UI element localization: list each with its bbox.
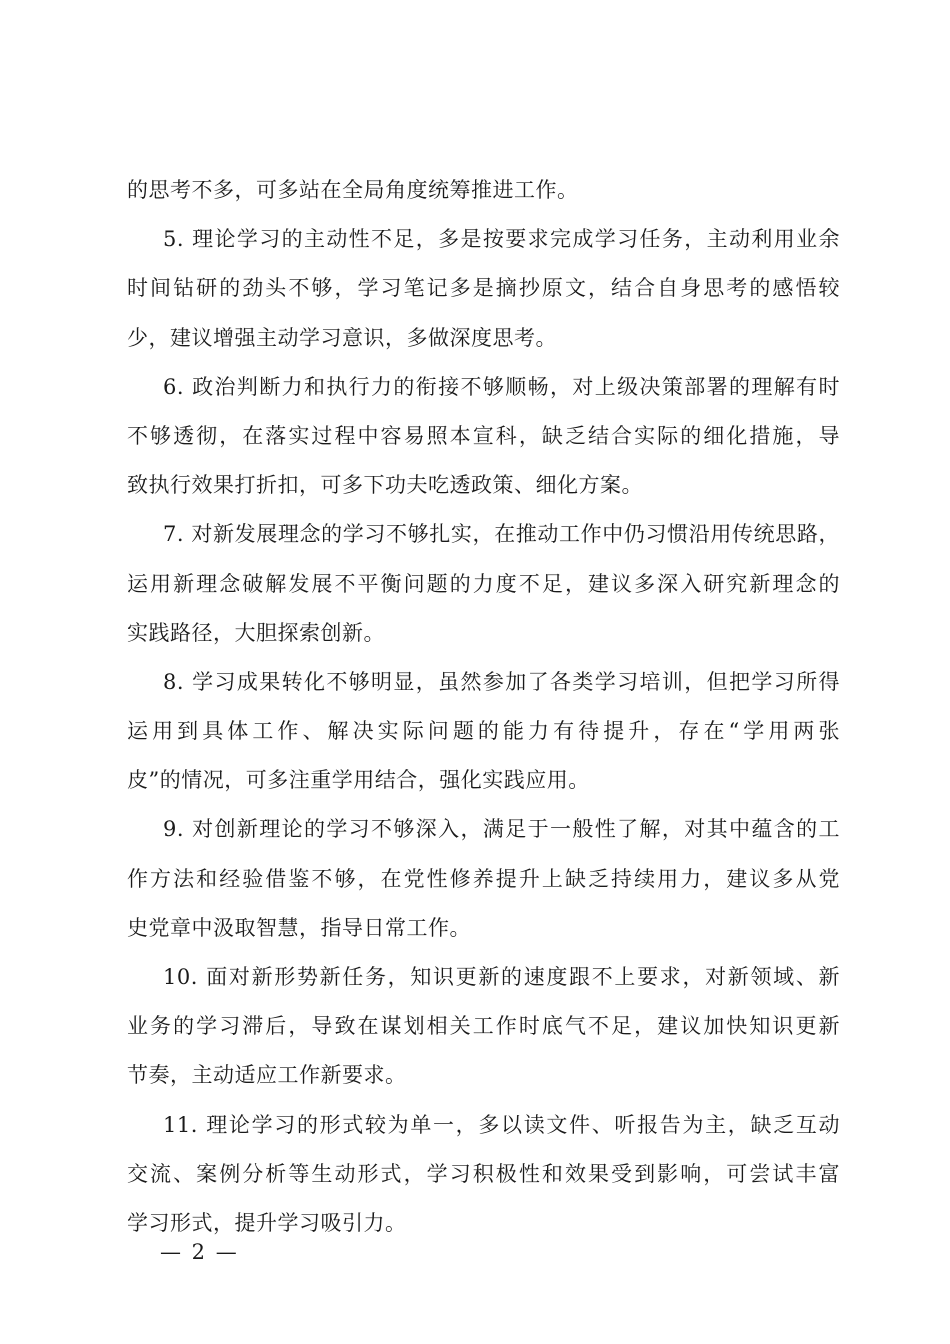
text-line: 少，建议增强主动学习意识，多做深度思考。 xyxy=(127,325,557,350)
text-line: 7. 对新发展理念的学习不够扎实，在推动工作中仍习惯沿用传统思路， xyxy=(163,522,840,547)
text-line: 不够透彻，在落实过程中容易照本宣科，缺乏结合实际的细化措施，导 xyxy=(127,423,840,448)
text-line: 作方法和经验借鉴不够，在党性修养提升上缺乏持续用力，建议多从党 xyxy=(127,866,840,891)
page-number: — 2 — xyxy=(160,1240,239,1264)
text-line: 节奏，主动适应工作新要求。 xyxy=(127,1063,407,1088)
text-line: 10. 面对新形势新任务，知识更新的速度跟不上要求，对新领域、新 xyxy=(163,965,840,989)
text-line: 运用新理念破解发展不平衡问题的力度不足，建议多深入研究新理念的 xyxy=(127,571,840,596)
text-line: 实践路径，大胆探索创新。 xyxy=(127,620,385,645)
text-line: 学习形式，提升学习吸引力。 xyxy=(127,1210,407,1235)
text-line: 史党章中汲取智慧，指导日常工作。 xyxy=(127,915,471,940)
text-line: 8. 学习成果转化不够明显，虽然参加了各类学习培训，但把学习所得 xyxy=(163,669,840,694)
body-text xyxy=(127,166,840,1248)
text-line: 11. 理论学习的形式较为单一，多以读文件、听报告为主，缺乏互动 xyxy=(163,1112,840,1137)
text-line: 交流、案例分析等生动形式，学习积极性和效果受到影响，可尝试丰富 xyxy=(127,1161,840,1186)
text-line: 运用到具体工作、解决实际问题的能力有待提升，存在“学用两张 xyxy=(127,719,840,744)
text-line: 业务的学习滞后，导致在谋划相关工作时底气不足，建议加快知识更新 xyxy=(127,1014,840,1039)
text-line: 6. 政治判断力和执行力的衔接不够顺畅，对上级决策部署的理解有时 xyxy=(163,374,840,399)
text-line: 5. 理论学习的主动性不足，多是按要求完成学习任务，主动利用业余 xyxy=(163,227,840,252)
text-line: 致执行效果打折扣，可多下功夫吃透政策、细化方案。 xyxy=(127,473,643,498)
text-line: 9. 对创新理论的学习不够深入，满足于一般性了解，对其中蕴含的工 xyxy=(163,817,840,842)
text-line: 皮”的情况，可多注重学用结合，强化实践应用。 xyxy=(127,768,590,793)
text-line: 时间钻研的劲头不够，学习笔记多是摘抄原文，结合自身思考的感悟较 xyxy=(127,276,840,301)
text-line: 的思考不多，可多站在全局角度统筹推进工作。 xyxy=(127,178,579,202)
